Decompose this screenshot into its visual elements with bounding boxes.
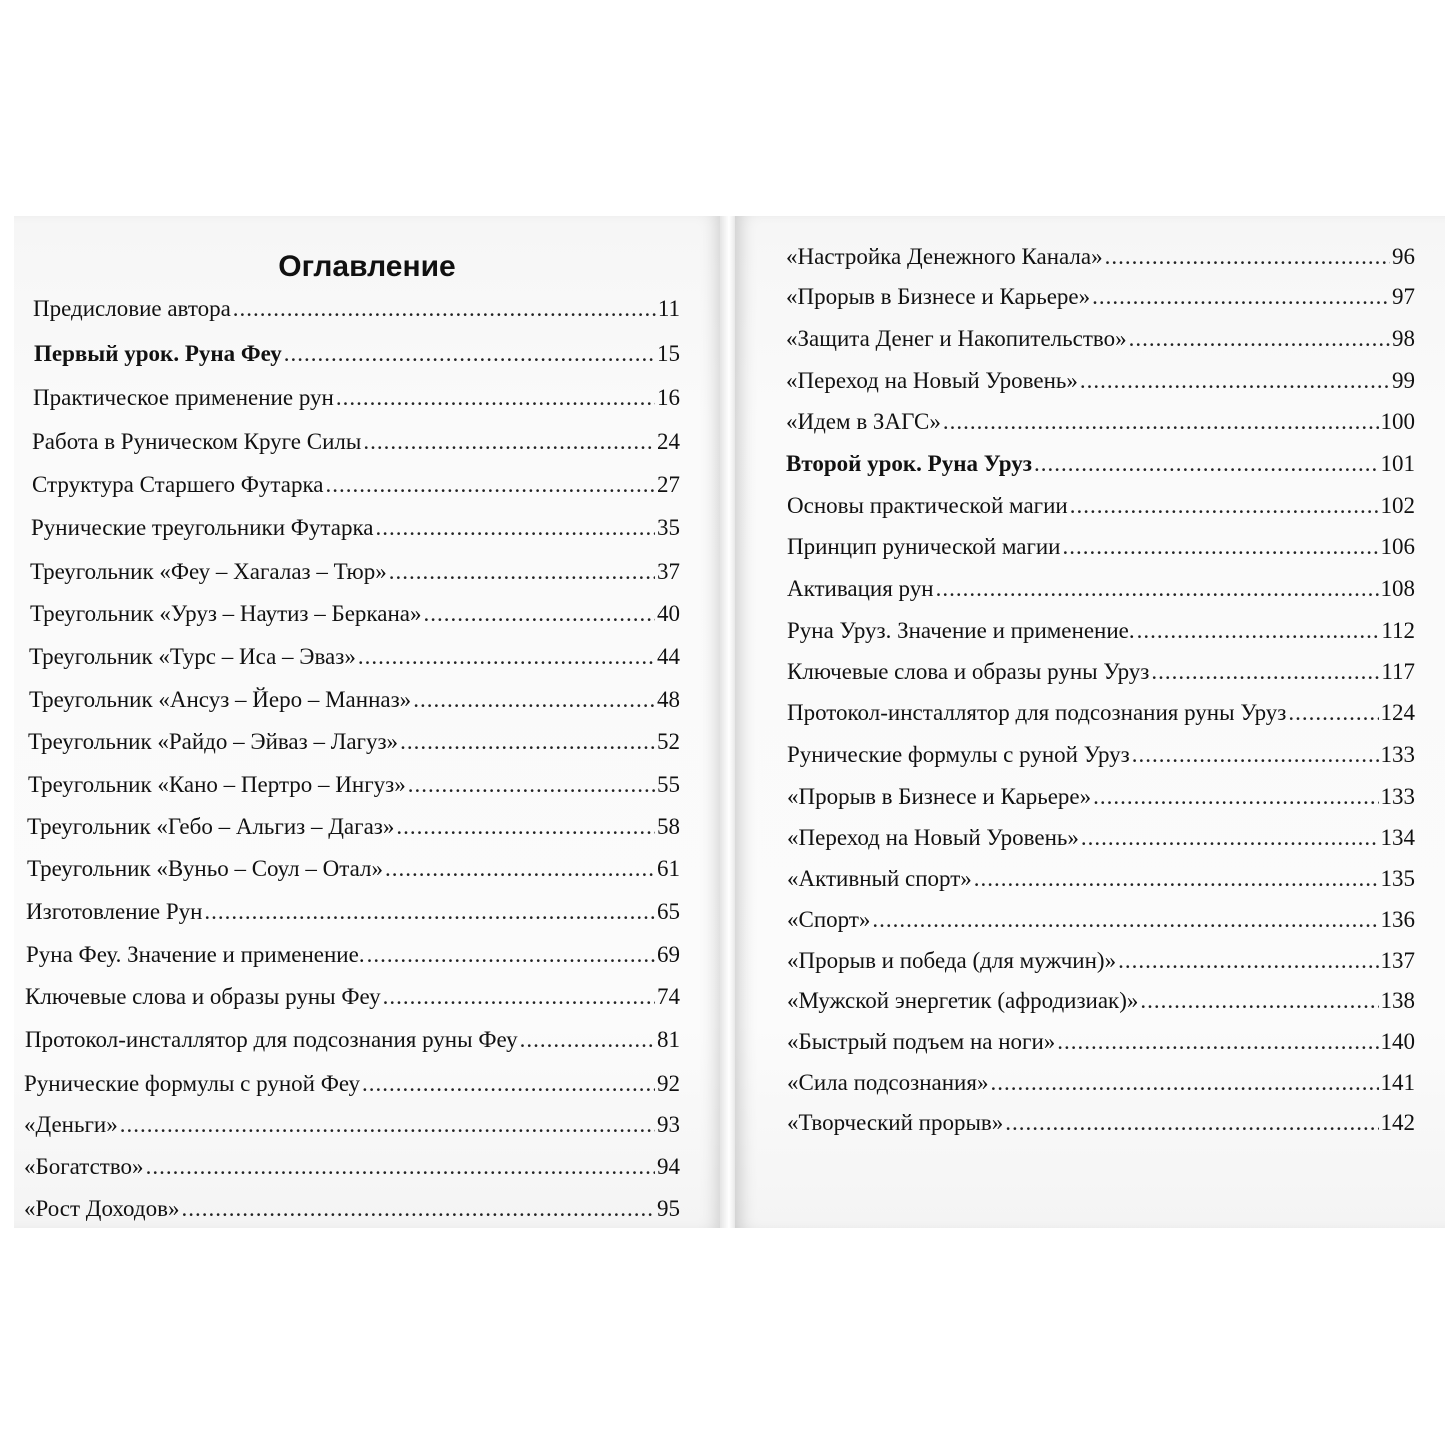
toc-leader-dots [520,1026,655,1054]
toc-entry-title: «Переход на Новый Уровень» [787,825,1079,850]
toc-entry-page-number: 101 [1380,451,1415,476]
toc-leader-dots [1137,617,1380,645]
toc-entry-page-number: 108 [1380,576,1415,601]
toc-entry-title: Второй урок. Руна Уруз [786,451,1032,476]
toc-entry-page-number: 92 [657,1071,680,1096]
toc-entry [735,283,1415,311]
toc-entry-title: Практическое применение рун [33,385,334,410]
toc-entry-page-number: 11 [657,296,680,321]
toc-entry-page-number: 81 [657,1027,680,1052]
toc-entry [14,686,680,714]
toc-entry [14,471,680,499]
toc-entry-title: «Быстрый подъем на ноги» [787,1029,1056,1054]
toc-entry-page-number: 27 [657,472,680,497]
toc-entry-title: Треугольник «Феу – Хагалаз – Тюр» [30,559,387,584]
toc-entry-title: Треугольник «Гебо – Альгиз – Дагаз» [27,814,395,839]
toc-entry [14,295,680,323]
right-page [735,216,1445,1228]
toc-leader-dots [1140,987,1378,1015]
toc-leader-dots [1034,450,1379,478]
toc-entry [735,906,1415,934]
toc-entry-page-number: 96 [1392,244,1415,269]
toc-entry-page-number: 40 [657,601,680,626]
toc-leader-dots [408,771,655,799]
toc-entry-title: «Настройка Денежного Канала» [786,244,1103,269]
toc-leader-dots [326,471,656,499]
toc-leader-dots [990,1069,1378,1097]
toc-entry [735,575,1415,603]
toc-entry-page-number: 117 [1381,659,1415,684]
toc-entry [735,408,1415,436]
toc-entry-title: Первый урок. Руна Феу [34,341,282,366]
toc-entry-title: «Прорыв в Бизнесе и Карьере» [786,284,1091,309]
toc-entry [735,783,1415,811]
toc-entry [14,855,680,883]
toc-entry-title: «Богатство» [24,1154,144,1179]
toc-entry-title: Рунические формулы с руной Уруз [787,742,1130,767]
toc-leader-dots [367,941,655,969]
toc-leader-dots [1288,699,1378,727]
toc-entry-title: Активация рун [787,576,934,601]
toc-leader-dots [358,643,655,671]
toc-entry-title: Протокол-инсталлятор для подсознания руны Феу [25,1027,518,1052]
toc-entry [14,1070,680,1098]
toc-leader-dots [936,575,1379,603]
toc-entry-title: Рунические треугольники Футарка [31,515,374,540]
toc-entry-page-number: 98 [1392,326,1415,351]
toc-entry-title: Структура Старшего Футарка [32,472,324,497]
toc-entry-title: Протокол-инсталлятор для подсознания руны Уруз [787,700,1287,725]
toc-entry-page-number: 58 [657,814,680,839]
toc-entry [14,340,680,368]
toc-entry-title: «Переход на Новый Уровень» [786,368,1078,393]
toc-entry [14,428,680,456]
toc-entry [735,1069,1415,1097]
toc-entry-page-number: 97 [1392,284,1415,309]
toc-entry [735,1109,1415,1137]
toc-entry [14,1026,680,1054]
toc-leader-dots [1005,1109,1378,1137]
toc-entry [735,243,1415,271]
toc-entry [14,771,680,799]
toc-leader-dots [233,295,656,323]
toc-entry-title: Треугольник «Кано – Пертро – Ингуз» [28,772,406,797]
toc-entry-title: Ключевые слова и образы руны Феу [25,984,381,1009]
toc-entry-title: Ключевые слова и образы руны Уруз [787,659,1150,684]
toc-leader-dots [363,428,655,456]
toc-leader-dots [385,855,655,883]
toc-entry-page-number: 133 [1380,742,1415,767]
toc-leader-dots [146,1153,655,1181]
toc-leader-dots [1063,533,1379,561]
toc-entry [14,1153,680,1181]
toc-leader-dots [1118,947,1378,975]
toc-entry-page-number: 74 [657,984,680,1009]
toc-entry [735,1028,1415,1056]
toc-entry-page-number: 112 [1381,618,1415,643]
toc-leader-dots [1105,243,1390,271]
toc-entry [735,658,1415,686]
toc-entry [735,533,1415,561]
toc-leader-dots [120,1111,655,1139]
toc-entry [14,898,680,926]
toc-entry-title: Треугольник «Вуньо – Соул – Отал» [27,856,383,881]
toc-entry [14,384,680,412]
toc-leader-dots [376,514,656,542]
toc-leader-dots [1151,658,1379,686]
toc-entry [735,947,1415,975]
toc-entry-page-number: 93 [657,1112,680,1137]
toc-entry-page-number: 15 [657,341,680,366]
toc-entry-title: «Деньги» [24,1112,118,1137]
toc-leader-dots [872,906,1378,934]
toc-entry-title: «Прорыв в Бизнесе и Карьере» [787,784,1092,809]
toc-entry-page-number: 35 [657,515,680,540]
toc-entry-page-number: 24 [657,429,680,454]
toc-entry-page-number: 142 [1380,1110,1415,1135]
toc-leader-dots [336,384,655,412]
toc-entry-page-number: 95 [657,1196,680,1221]
page-title: Оглавление [278,250,456,284]
toc-entry-page-number: 100 [1380,409,1415,434]
toc-leader-dots [1132,741,1379,769]
toc-entry [735,617,1415,645]
toc-entry [735,492,1415,520]
toc-entry [14,941,680,969]
toc-entry-page-number: 52 [657,729,680,754]
toc-leader-dots [1080,367,1390,395]
toc-entry [14,643,680,671]
toc-entry [14,728,680,756]
toc-leader-dots [284,340,655,368]
toc-entry-title: Основы практической магии [787,493,1068,518]
toc-entry [14,1111,680,1139]
toc-entry-page-number: 16 [657,385,680,410]
toc-entry-title: Треугольник «Турс – Иса – Эваз» [29,644,356,669]
toc-entry-title: Руна Феу. Значение и применение. [26,942,365,967]
toc-entry [735,699,1415,727]
toc-entry-title: Треугольник «Уруз – Наутиз – Беркана» [30,601,422,626]
toc-leader-dots [423,600,655,628]
toc-leader-dots [400,728,655,756]
toc-entry-page-number: 55 [657,772,680,797]
toc-entry-title: «Мужской энергетик (афродизиак)» [787,988,1139,1013]
toc-entry-title: «Прорыв и победа (для мужчин)» [787,948,1117,973]
toc-entry-title: «Сила подсознания» [787,1070,989,1095]
toc-entry [735,741,1415,769]
toc-entry-title: Предисловие автора [33,296,231,321]
toc-entry [14,514,680,542]
toc-entry-page-number: 106 [1380,534,1415,559]
toc-entry [14,983,680,1011]
toc-leader-dots [943,408,1379,436]
toc-entry-title: «Защита Денег и Накопительство» [786,326,1127,351]
toc-entry-title: Рунические формулы с руной Феу [24,1071,361,1096]
toc-entry-page-number: 102 [1380,493,1415,518]
toc-entry-page-number: 48 [657,687,680,712]
toc-entry [735,450,1415,478]
toc-entry [14,813,680,841]
toc-entry [14,1195,680,1223]
toc-leader-dots [1129,325,1390,353]
toc-entry-page-number: 134 [1380,825,1415,850]
toc-entry-title: Изготовление Рун [26,899,203,924]
toc-entry-page-number: 124 [1380,700,1415,725]
toc-entry-title: Руна Уруз. Значение и применение. [787,618,1135,643]
toc-entry-page-number: 44 [657,644,680,669]
toc-leader-dots [1093,783,1378,811]
toc-leader-dots [389,558,655,586]
toc-entry [735,824,1415,852]
toc-entry-page-number: 136 [1380,907,1415,932]
toc-entry [735,325,1415,353]
toc-leader-dots [413,686,655,714]
toc-entry [735,987,1415,1015]
book-gutter [720,216,735,1228]
left-page [14,216,720,1228]
toc-entry [735,865,1415,893]
toc-entry-page-number: 138 [1380,988,1415,1013]
toc-entry-title: «Творческий прорыв» [787,1110,1004,1135]
toc-leader-dots [1057,1028,1378,1056]
toc-leader-dots [1070,492,1379,520]
toc-entry-page-number: 99 [1392,368,1415,393]
toc-leader-dots [362,1070,655,1098]
toc-entry-title: «Идем в ЗАГС» [786,409,941,434]
toc-entry-page-number: 141 [1380,1070,1415,1095]
toc-entry [14,558,680,586]
toc-entry [14,600,680,628]
toc-entry-page-number: 61 [657,856,680,881]
toc-entry-page-number: 94 [657,1154,680,1179]
toc-leader-dots [181,1195,655,1223]
toc-entry-page-number: 133 [1380,784,1415,809]
toc-entry-page-number: 69 [657,942,680,967]
toc-entry-page-number: 140 [1380,1029,1415,1054]
toc-entry-title: Треугольник «Райдо – Эйваз – Лагуз» [28,729,399,754]
toc-entry-title: «Рост Доходов» [24,1196,180,1221]
toc-leader-dots [383,983,655,1011]
toc-leader-dots [204,898,655,926]
toc-entry-title: Треугольник «Ансуз – Йеро – Манназ» [29,687,412,712]
toc-entry-title: Принцип рунической магии [787,534,1061,559]
toc-entry-page-number: 65 [657,899,680,924]
toc-entry-title: «Спорт» [787,907,871,932]
toc-entry-page-number: 137 [1380,948,1415,973]
toc-entry-page-number: 135 [1380,866,1415,891]
toc-entry [735,367,1415,395]
toc-entry-page-number: 37 [657,559,680,584]
toc-entry-title: «Активный спорт» [787,866,972,891]
toc-leader-dots [396,813,655,841]
toc-leader-dots [1092,283,1390,311]
toc-entry-title: Работа в Руническом Круге Силы [32,429,362,454]
toc-leader-dots [1081,824,1379,852]
toc-leader-dots [974,865,1379,893]
